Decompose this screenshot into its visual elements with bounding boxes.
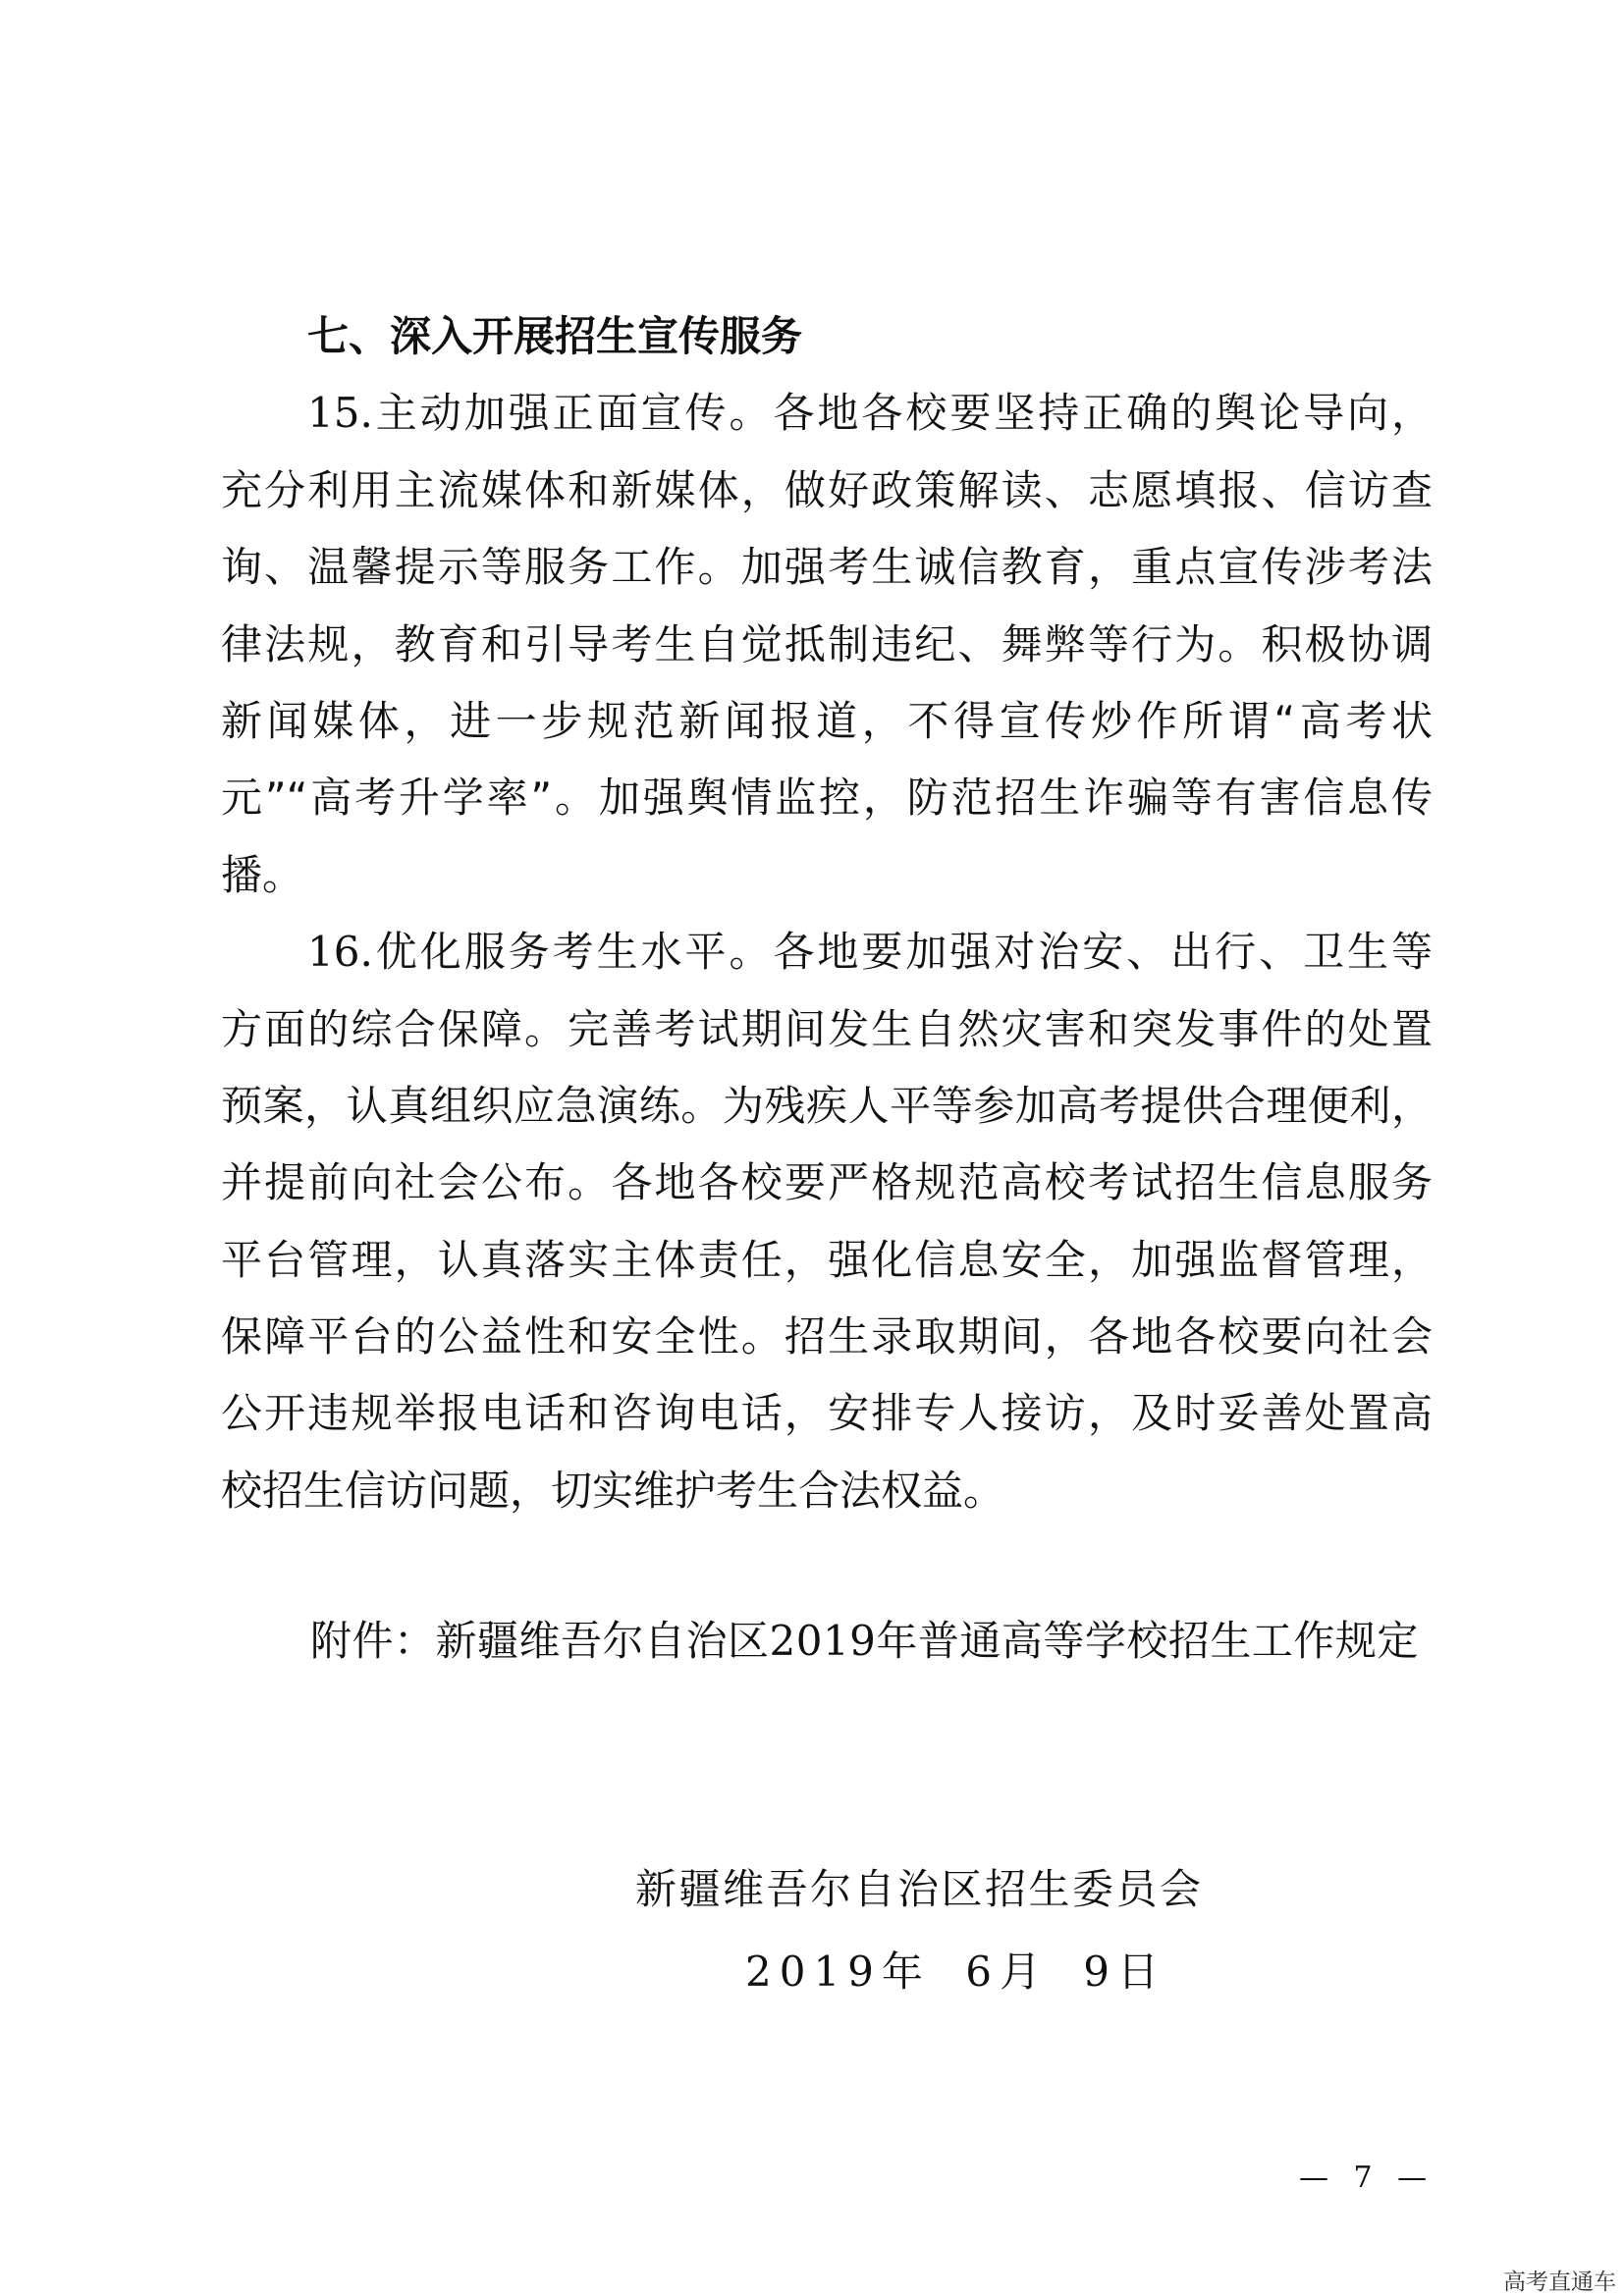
item-15-first-line	[221, 375, 1433, 452]
item-16-line: 预案，认真组织应急演练。为残疾人平等参加高考提供合理便利，	[221, 1081, 1433, 1130]
signature-organization: 新疆维吾尔自治区招生委员会	[635, 1865, 1204, 1913]
item-15-line: 元”“高考升学率”。加强舆情监控，防范招生诈骗等有害信息传	[221, 774, 1433, 823]
item-16-line: 公开违规举报电话和咨询电话，安排专人接访，及时妥善处置高	[221, 1389, 1433, 1438]
page-number: — 7 —	[1299, 2161, 1435, 2195]
signature-date: 2019年 6月 9日	[745, 1948, 1167, 1996]
item-15-line: 律法规，教育和引导考生自觉抵制违纪、舞弊等行为。积极协调	[221, 619, 1433, 668]
item-16-first-line	[221, 914, 1433, 990]
item-16-line: 平台管理，认真落实主体责任，强化信息安全，加强监督管理，	[221, 1235, 1433, 1284]
item-16-lead: 16.优化服务考生水平。	[307, 928, 774, 977]
watermark: 高考直通车	[1503, 2269, 1616, 2295]
item-16-line: 保障平台的公益性和安全性。招生录取期间，各地各校要向社会	[221, 1312, 1433, 1362]
item-16-line: 方面的综合保障。完善考试期间发生自然灾害和突发事件的处置	[221, 1004, 1433, 1053]
item-15-line: 询、温馨提示等服务工作。加强考生诚信教育，重点宣传涉考法	[221, 543, 1433, 592]
section-heading: 七、深入开展招生宣传服务	[307, 312, 803, 360]
item-16-line: 各地要加强对治安、出行、卫生等	[773, 928, 1433, 977]
item-16-last-line: 校招生信访问题，切实维护考生合法权益。	[221, 1466, 1005, 1515]
item-15-line: 新闻媒体，进一步规范新闻报道，不得宣传炒作所谓“高考状	[221, 696, 1433, 745]
item-15-line: 充分利用主流媒体和新媒体，做好政策解读、志愿填报、信访查	[221, 465, 1433, 514]
item-15-lead: 15.主动加强正面宣传。	[307, 389, 774, 438]
body-text	[221, 298, 1433, 1529]
attachment-note: 附件：新疆维吾尔自治区2019年普通高等学校招生工作规定	[310, 1617, 1419, 1665]
item-15-line: 各地各校要坚持正确的舆论导向，	[773, 389, 1433, 438]
item-15-last-line: 播。	[221, 850, 304, 899]
item-16-line: 并提前向社会公布。各地各校要严格规范高校考试招生信息服务	[221, 1158, 1433, 1207]
